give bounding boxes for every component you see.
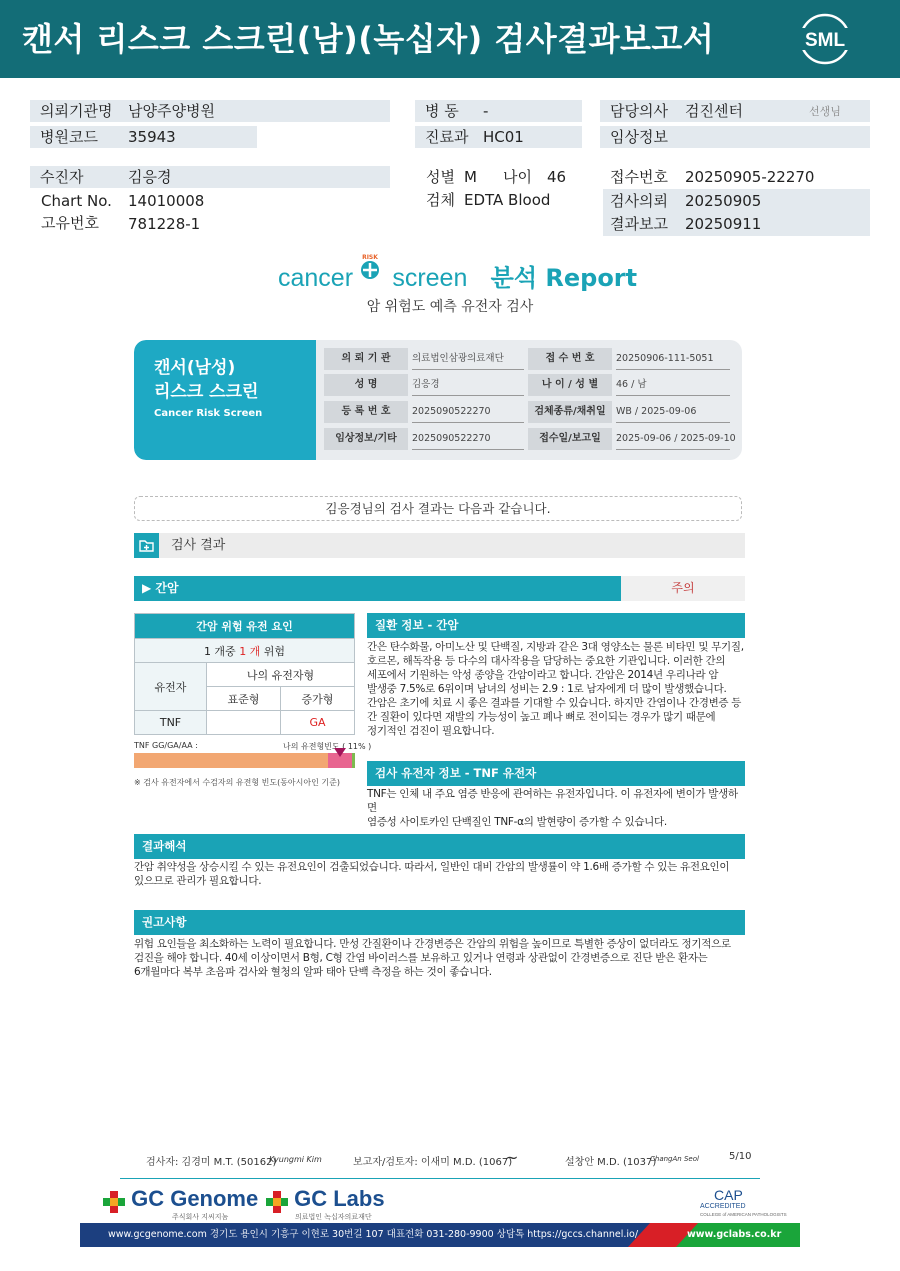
col-my-header: 나의 유전자형: [207, 663, 355, 687]
greeting-text: 김응경님의 검사 결과는 다음과 같습니다.: [134, 496, 742, 521]
card-value: 의료법인삼광의료재단: [412, 348, 524, 370]
card-value: 46 / 남: [616, 374, 730, 396]
card-title-line2: 리스크 스크린: [154, 382, 259, 402]
request-label: 검사의뢰: [610, 192, 668, 210]
card-label: 접 수 번 호: [528, 348, 612, 370]
interpretation-text: [134, 860, 745, 888]
clinical-label: 임상정보: [610, 128, 668, 146]
clinical-row: [600, 126, 870, 148]
cancer-screen-logo: [278, 258, 637, 293]
summary-count: 1 개: [239, 644, 261, 658]
card-label: 접수일/보고일: [528, 428, 612, 450]
cap-text: CAP: [714, 1187, 743, 1203]
third-signature: ChangAn Seol: [650, 1155, 699, 1163]
footer-website[interactable]: www.gclabs.co.kr: [687, 1229, 782, 1240]
col-inc-header: 증가형: [280, 687, 354, 711]
freq-right-label: 나의 유전형빈도 ( 11% ): [283, 742, 372, 751]
dept-value: HC01: [483, 128, 524, 146]
gc-genome-logo: [102, 1186, 259, 1221]
gc-labs-name: GC Labs: [294, 1186, 385, 1211]
brand-screen: screen: [392, 264, 468, 292]
card-value: 2025090522270: [412, 401, 524, 423]
ward-label: 병 동: [425, 102, 459, 120]
disease-info-text: [367, 640, 747, 738]
age-value: 46: [547, 168, 567, 186]
cancer-name-bar: ▶ 간암: [134, 576, 621, 601]
header-bar: [0, 0, 900, 78]
specimen-value: EDTA Blood: [464, 191, 551, 209]
card-label: 검체종류/채취일: [528, 401, 612, 423]
tester-signature: Kyungmi Kim: [269, 1155, 322, 1164]
text-line: 검진을 해야 합니다. 40세 이상이면서 B형, C형 간염 바이러스를 보유하고 있거나 연령과 상관없이 간경변증으로 진단 받은 환자는: [134, 952, 708, 964]
footer-stripe: [650, 1223, 676, 1247]
doctor-label: 담당의사: [610, 102, 668, 120]
page-title: 캔서 리스크 스크린(남)(녹십자) 검사결과보고서: [22, 20, 715, 58]
footer-address: www.gcgenome.com 경기도 용인시 기흥구 이현로 30번길 107 대표전화 031-280-9900 상담톡 https://gccs.channel.io/: [108, 1229, 639, 1240]
section-header: [134, 533, 745, 558]
text-line: 간암은 초기에 치료 시 좋은 결과를 기대할 수 있습니다. 하지만 간염이나 간경변증 등: [367, 697, 742, 709]
card-value: 20250906-111-5051: [616, 348, 730, 370]
card-value: 2025090522270: [412, 428, 524, 450]
patient-row: [30, 166, 390, 188]
footer-divider: [120, 1178, 760, 1179]
institution-label: 의뢰기관명: [40, 102, 113, 120]
text-line: 정기적인 검진이 필요합니다.: [367, 725, 495, 737]
gc-labs-logo: [265, 1186, 385, 1221]
dept-label: 진료과: [425, 128, 469, 146]
risk-badge-text: RISK: [362, 254, 378, 261]
patient-card: [134, 340, 742, 460]
chart-value: 14010008: [128, 192, 205, 210]
freq-note: ※ 검사 유전자에서 수검자의 유전형 빈도(동아시아인 기준): [134, 778, 340, 787]
gene-table-summary: [135, 639, 355, 663]
card-title-panel: [134, 340, 316, 460]
gc-cross-icon: [265, 1190, 289, 1214]
receipt-label: 접수번호: [610, 168, 668, 186]
patient-value: 김응경: [128, 168, 172, 186]
card-label: 의 뢰 기 관: [324, 348, 408, 370]
card-label: 나 이 / 성 별: [528, 374, 612, 396]
footer-bar: [80, 1223, 800, 1247]
footer-stripe: [628, 1223, 650, 1247]
report-value: 20250911: [685, 215, 762, 233]
card-title-line1: 캔서(남성): [154, 358, 236, 378]
ward-value: -: [483, 102, 489, 120]
card-value: 2025-09-06 / 2025-09-10: [616, 428, 730, 450]
summary-post: 위험: [260, 644, 286, 658]
text-line: 세포에서 기원하는 악성 종양을 간암이라고 합니다. 간암은 2014년 우리나라 암: [367, 669, 719, 681]
gene-info-header: 검사 유전자 정보 - TNF 유전자: [367, 761, 745, 786]
freq-segment-aa: [352, 753, 355, 768]
gene-std-value: [207, 711, 281, 735]
doctor-value: 검진센터: [685, 102, 743, 120]
cap-tiny: COLLEGE of AMERICAN PATHOLOGISTS: [700, 1212, 787, 1217]
gene-info-text: [367, 787, 747, 829]
hospital-code-value: 35943: [128, 128, 176, 146]
recommend-header: 권고사항: [134, 910, 745, 935]
gc-labs-sub: 의료법인 녹십자의료재단: [295, 1213, 372, 1221]
uid-value: 781228-1: [128, 215, 201, 233]
gc-genome-sub: 주식회사 지씨지놈: [172, 1213, 229, 1221]
card-title-en: Cancer Risk Screen: [154, 408, 263, 419]
card-label: 임상정보/기타: [324, 428, 408, 450]
gene-inc-value: GA: [280, 711, 354, 735]
card-title: [154, 356, 258, 404]
cap-logo: [700, 1187, 787, 1217]
text-line: 간 질환이 있다면 재발의 가능성이 높고 폐나 뼈로 전이되는 경우가 많기 때문에: [367, 711, 716, 723]
hospital-code-label: 병원코드: [40, 128, 98, 146]
gene-table-title: 간암 위험 유전 요인: [135, 614, 355, 639]
specimen-label: 검체: [426, 191, 455, 209]
text-line: 6개월마다 복부 초음파 검사와 혈청의 알파 태아 단백 측정을 하는 것이 좋습니다.: [134, 966, 492, 978]
disease-info-header: 질환 정보 - 간암: [367, 613, 745, 638]
third-signer-info: 설창안 M.D. (1037): [565, 1157, 657, 1168]
text-line: 위험 요인들을 최소화하는 노력이 필요합니다. 만성 간질환이나 간경변증은 간암의 위험을 높이므로 특별한 증상이 없더라도 정기적으로: [134, 938, 731, 950]
page-number: 5/10: [729, 1151, 752, 1162]
report-label: 결과보고: [610, 215, 668, 233]
brand-cancer: cancer: [278, 264, 354, 292]
recommend-text: [134, 937, 745, 979]
doctor-suffix: 선생님: [809, 105, 841, 118]
freq-bar: [134, 753, 355, 768]
receipt-value: 20250905-22270: [685, 168, 815, 186]
col-std-header: 표준형: [207, 687, 281, 711]
institution-value: 남양주양병원: [128, 102, 215, 120]
col-gene-header: 유전자: [135, 663, 207, 711]
freq-left-label: TNF GG/GA/AA :: [134, 741, 198, 750]
age-label: 나이: [503, 168, 532, 186]
gc-cross-icon: [102, 1190, 126, 1214]
brand-report: 분석 Report: [490, 264, 638, 292]
uid-label: 고유번호: [41, 214, 99, 232]
interpretation-header: 결과해석: [134, 834, 745, 859]
chart-label: Chart No.: [41, 192, 112, 210]
text-line: TNF는 인체 내 주요 염증 반응에 관여하는 유전자입니다. 이 유전자에 변이가 발생하면: [367, 788, 738, 814]
gc-genome-name: GC Genome: [131, 1186, 259, 1211]
sex-label: 성별: [426, 168, 455, 186]
text-line: 간암 취약성을 상승시킬 수 있는 유전요인이 검출되었습니다. 따라서, 일반인 대비 간암의 발생률이 약 1.6배 증가할 수 있는 유전요인이: [134, 861, 730, 873]
status-badge: 주의: [621, 576, 745, 601]
text-line: 발생중 7.5%로 6위이며 남녀의 성비는 2.9 : 1로 남자에게 더 많이 발생했습니다.: [367, 683, 727, 695]
freq-marker-icon: [334, 748, 346, 757]
summary-pre: 1 개중: [203, 644, 240, 658]
gene-name: TNF: [135, 711, 207, 735]
sml-logo-text: SML: [804, 30, 846, 51]
risk-badge-icon: [357, 251, 383, 281]
text-line: 간은 탄수화물, 아미노산 및 단백질, 지방과 같은 3대 영양소는 물론 비타민 및 무기질,: [367, 641, 744, 653]
sex-value: M: [464, 168, 477, 186]
reporter-info: 보고자/검토자: 이새미 M.D. (1067): [353, 1157, 513, 1168]
folder-icon: [134, 533, 159, 558]
card-value: 김응경: [412, 374, 524, 396]
text-line: 호르몬, 해독작용 등 다수의 대사작용을 담당하는 중요한 기관입니다. 이러한 간의: [367, 655, 726, 667]
card-label: 등 록 번 호: [324, 401, 408, 423]
ward-row: [415, 100, 582, 122]
card-value: WB / 2025-09-06: [616, 401, 730, 423]
tester-info: 검사자: 김경미 M.T. (50162): [146, 1157, 277, 1168]
section-title: 검사 결과: [171, 538, 226, 553]
request-value: 20250905: [685, 192, 762, 210]
text-line: 있으므로 관리가 필요합니다.: [134, 875, 262, 887]
report-subtitle: 암 위험도 예측 유전자 검사: [366, 299, 534, 315]
gene-risk-table: [134, 613, 355, 735]
patient-label: 수진자: [40, 168, 84, 186]
text-line: 염증성 사이토카인 단백질인 TNF-α의 발현량이 증가할 수 있습니다.: [367, 816, 667, 828]
cap-accredited: ACCREDITED: [700, 1203, 746, 1210]
reporter-signature: ~: [505, 1148, 519, 1167]
card-label: 성 명: [324, 374, 408, 396]
sml-logo: [795, 12, 855, 66]
